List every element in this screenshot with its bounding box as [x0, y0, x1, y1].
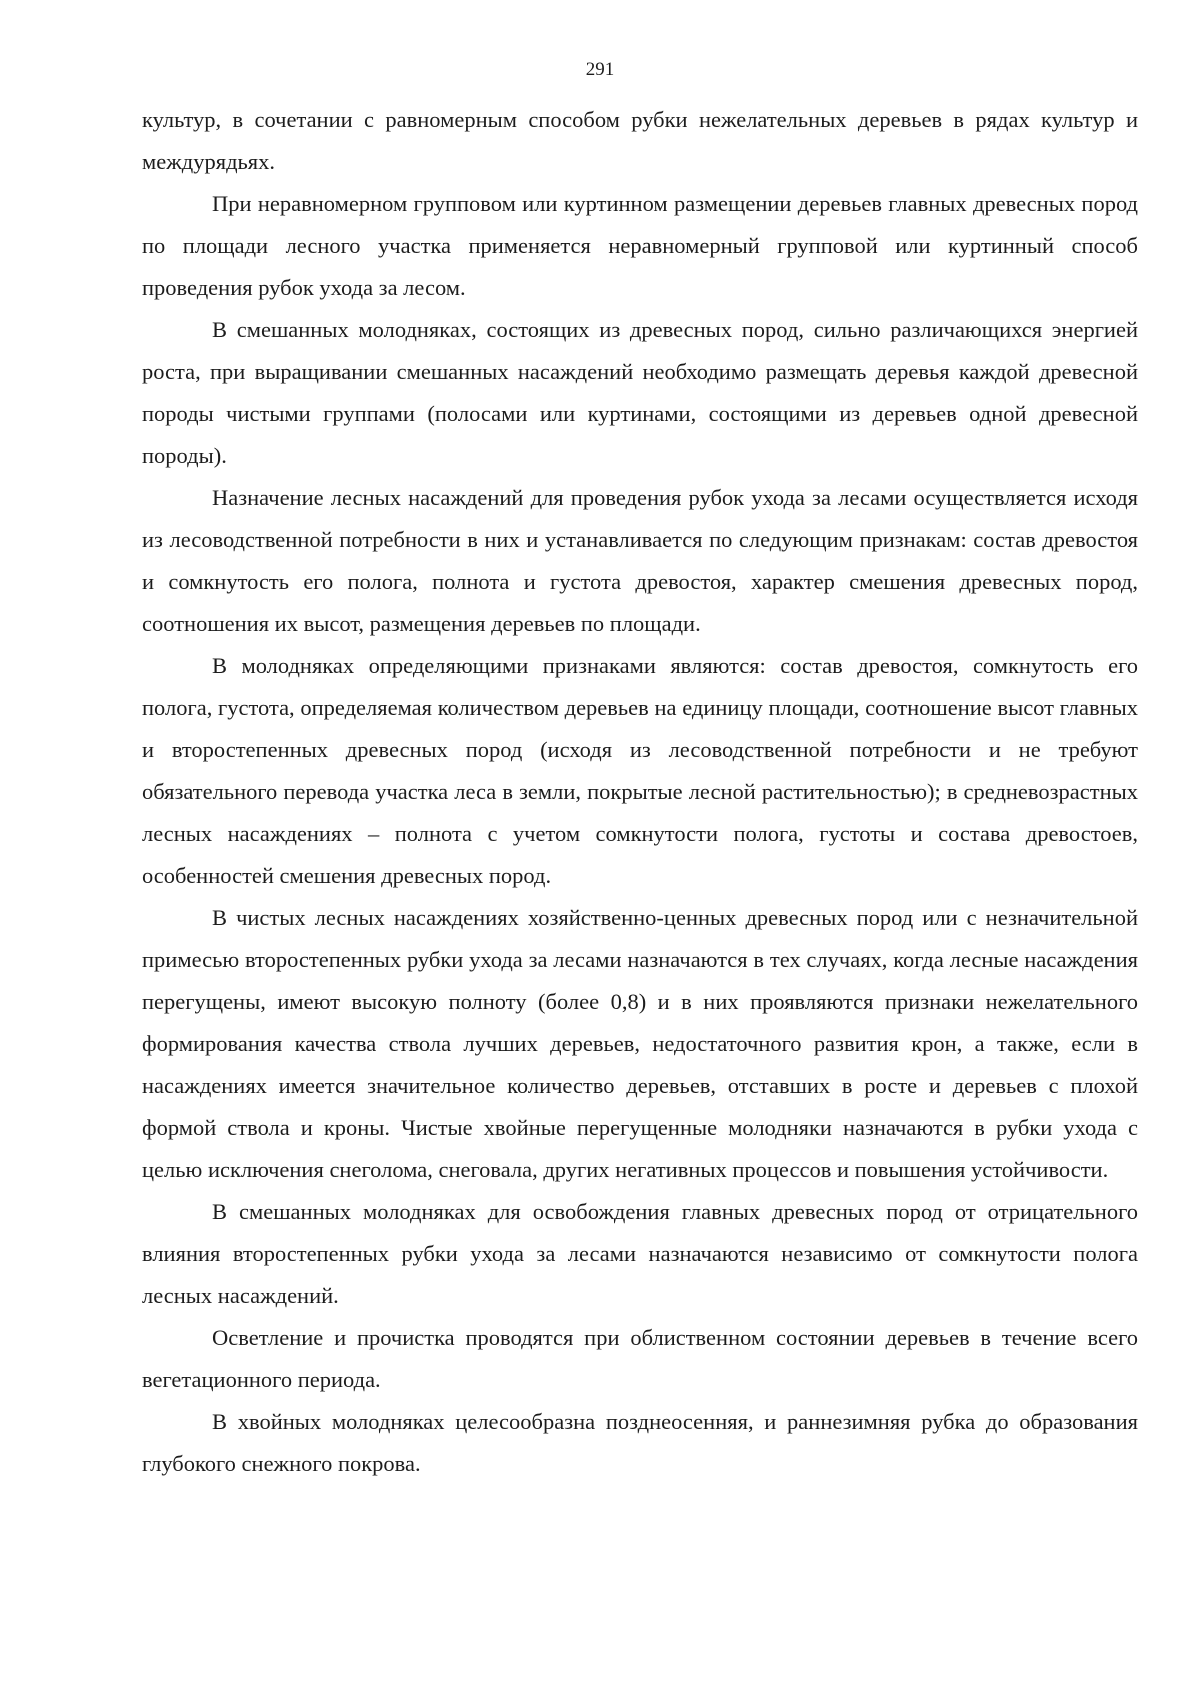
text-body: [142, 99, 1138, 1485]
paragraph: Назначение лесных насаждений для проведения рубок ухода за лесами осуществляется исходя из лесоводственной потребности в них и устанавливается по следующим признакам: состав древостоя и сомкнутость его полога, полнота и густота древостоя, характер смешения древесных пород, соотношения их высот, размещения деревьев по площади.: [142, 485, 1138, 636]
paragraph: В смешанных молодняках, состоящих из древесных пород, сильно различающихся энергией роста, при выращивании смешанных насаждений необходимо размещать деревья каждой древесной породы чистыми группами (полосами или куртинами, состоящими из деревьев одной древесной породы).: [142, 317, 1138, 468]
page-number: 291: [585, 59, 615, 80]
paragraph: культур, в сочетании с равномерным способом рубки нежелательных деревьев в рядах культур и междурядьях.: [142, 107, 1138, 174]
paragraph: Осветление и прочистка проводятся при облиственном состоянии деревьев в течение всего вегетационного периода.: [142, 1325, 1138, 1392]
paragraph: В хвойных молодняках целесообразна позднеосенняя, и раннезимняя рубка до образования глубокого снежного покрова.: [142, 1409, 1138, 1476]
paragraph: В смешанных молодняках для освобождения главных древесных пород от отрицательного влияния второстепенных рубки ухода за лесами назначаются независимо от сомкнутости полога лесных насаждений.: [142, 1199, 1138, 1308]
paragraph: В молодняках определяющими признаками являются: состав древостоя, сомкнутость его полога, густота, определяемая количеством деревьев на единицу площади, соотношение высот главных и второстепенных древесных пород (исходя из лесоводственной потребности и не требуют обязательного перевода участка леса в земли, покрытые лесной растительностью); в средневозрастных лесных насаждениях – полнота с учетом сомкнутости полога, густоты и состава древостоев, особенностей смешения древесных пород.: [142, 653, 1138, 888]
paragraph: В чистых лесных насаждениях хозяйственно-ценных древесных пород или с незначительной примесью второстепенных рубки ухода за лесами назначаются в тех случаях, когда лесные насаждения перегущены, имеют высокую полноту (более 0,8) и в них проявляются признаки нежелательного формирования качества ствола лучших деревьев, недостаточного развития крон, а также, если в насаждениях имеется значительное количество деревьев, отставших в росте и деревьев с плохой формой ствола и кроны. Чистые хвойные перегущенные молодняки назначаются в рубки ухода с целью исключения снеголома, снеговала, других негативных процессов и повышения устойчивости.: [142, 905, 1138, 1182]
paragraph: При неравномерном групповом или куртинном размещении деревьев главных древесных пород по площади лесного участка применяется неравномерный групповой или куртинный способ проведения рубок ухода за лесом.: [142, 191, 1138, 300]
